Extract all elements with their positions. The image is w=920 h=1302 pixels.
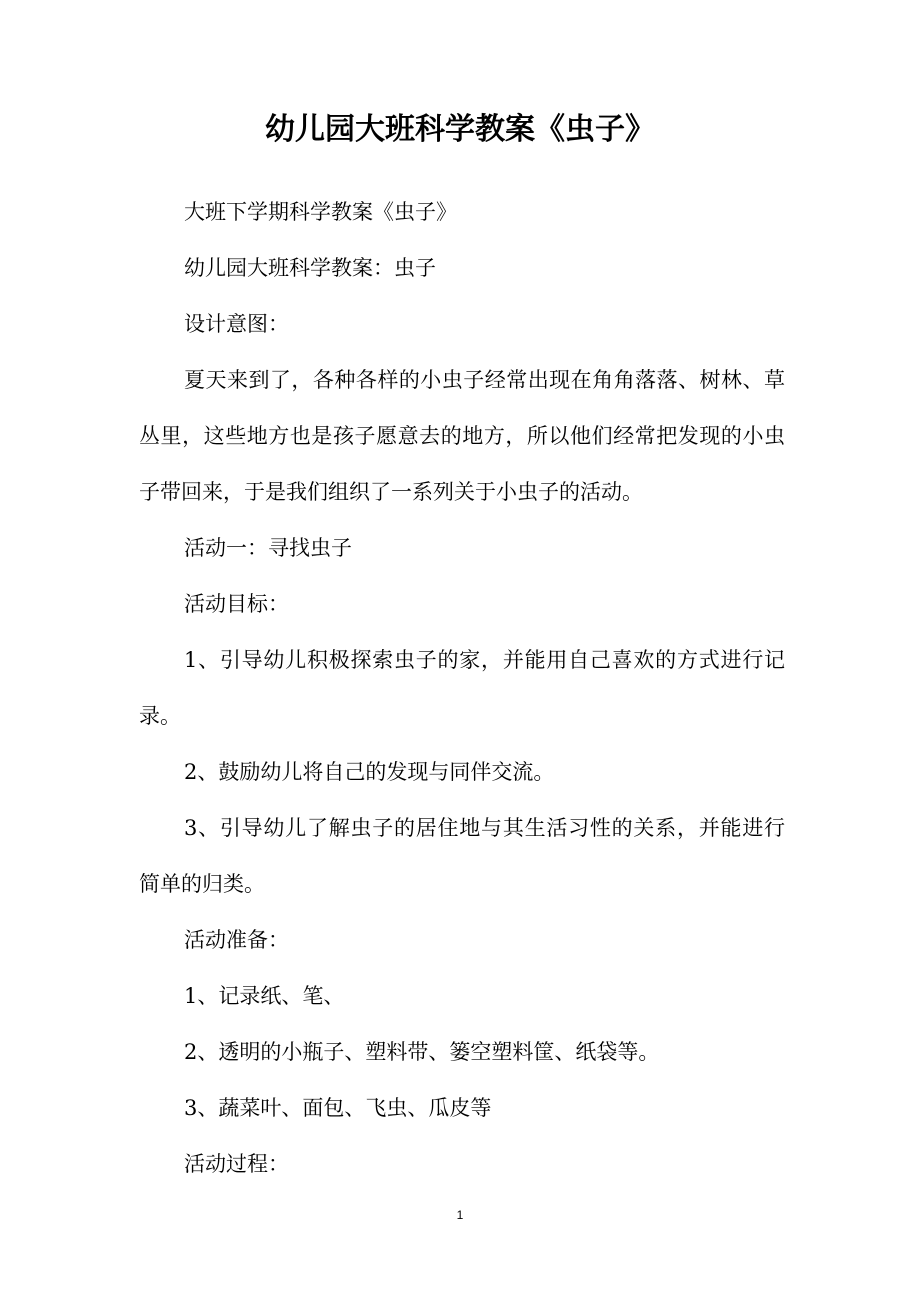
paragraph	[139, 923, 785, 979]
text-line: 2、透明的小瓶子、塑料带、篓空塑料筐、纸袋等。	[184, 1040, 660, 1064]
paragraph	[139, 251, 785, 307]
text-line: 1、记录纸、笔、	[184, 984, 345, 1008]
text-line: 3、引导幼儿了解虫子的居住地与其生活习性的关系，并能进行	[184, 816, 785, 840]
text-line: 简单的归类。	[139, 872, 265, 896]
text-line: 录。	[139, 704, 181, 728]
text-line: 2、鼓励幼儿将自己的发现与同伴交流。	[184, 760, 555, 784]
paragraph	[139, 1035, 785, 1091]
text-line: 活动准备：	[184, 928, 289, 952]
text-line: 丛里，这些地方也是孩子愿意去的地方，所以他们经常把发现的小虫	[139, 424, 785, 448]
paragraph	[139, 643, 785, 755]
text-line: 活动一：寻找虫子	[184, 536, 352, 560]
paragraph	[139, 1147, 785, 1203]
paragraph	[139, 1091, 785, 1147]
text-line: 子带回来，于是我们组织了一系列关于小虫子的活动。	[139, 480, 643, 504]
document-body	[139, 195, 785, 1203]
paragraph	[139, 195, 785, 251]
paragraph	[139, 363, 785, 531]
paragraph	[139, 811, 785, 923]
paragraph	[139, 979, 785, 1035]
paragraph	[139, 755, 785, 811]
text-line: 活动目标：	[184, 592, 289, 616]
text-line: 设计意图：	[184, 312, 289, 336]
paragraph	[139, 307, 785, 363]
document-title: 幼儿园大班科学教案《虫子》	[265, 112, 655, 147]
text-line: 1、引导幼儿积极探索虫子的家，并能用自己喜欢的方式进行记	[184, 648, 785, 672]
paragraph	[139, 587, 785, 643]
text-line: 幼儿园大班科学教案：虫子	[184, 256, 436, 280]
paragraph	[139, 531, 785, 587]
text-line: 大班下学期科学教案《虫子》	[184, 200, 457, 224]
page-number: 1	[456, 1208, 464, 1222]
text-line: 活动过程：	[184, 1152, 289, 1176]
text-line: 3、蔬菜叶、面包、飞虫、瓜皮等	[184, 1096, 492, 1120]
text-line: 夏天来到了，各种各样的小虫子经常出现在角角落落、树林、草	[184, 368, 785, 392]
